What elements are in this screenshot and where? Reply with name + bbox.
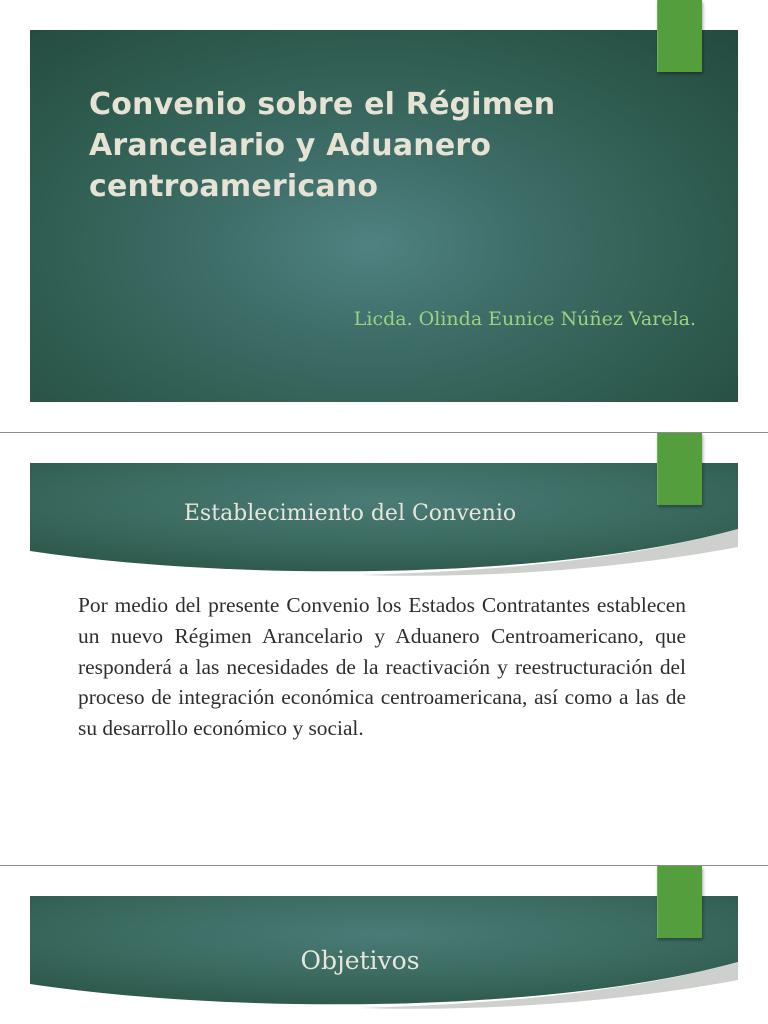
content-slide: [0, 433, 768, 865]
slide-body-text: Por medio del presente Convenio los Estados Contratantes establecen un nuevo Régimen Arancelario y Aduanero Centroamericano, que responderá a las necesidades de la reactivación y reestructuración del proceso de integración económica centroamericana, así como a las de su desarrollo económico y social.: [78, 593, 686, 741]
presenter-name: Licda. Olinda Eunice Núñez Varela.: [353, 308, 696, 330]
green-accent-tab: [657, 866, 702, 938]
presentation-title: Convenio sobre el Régimen Arancelario y Aduanero centroamericano: [89, 87, 556, 204]
title-slide: [0, 0, 768, 432]
objectives-slide: [0, 866, 768, 1024]
slide-title: Objetivos: [300, 946, 420, 975]
green-accent-tab: [657, 0, 702, 72]
green-accent-tab: [657, 433, 702, 505]
slide-title: Establecimiento del Convenio: [183, 501, 517, 526]
